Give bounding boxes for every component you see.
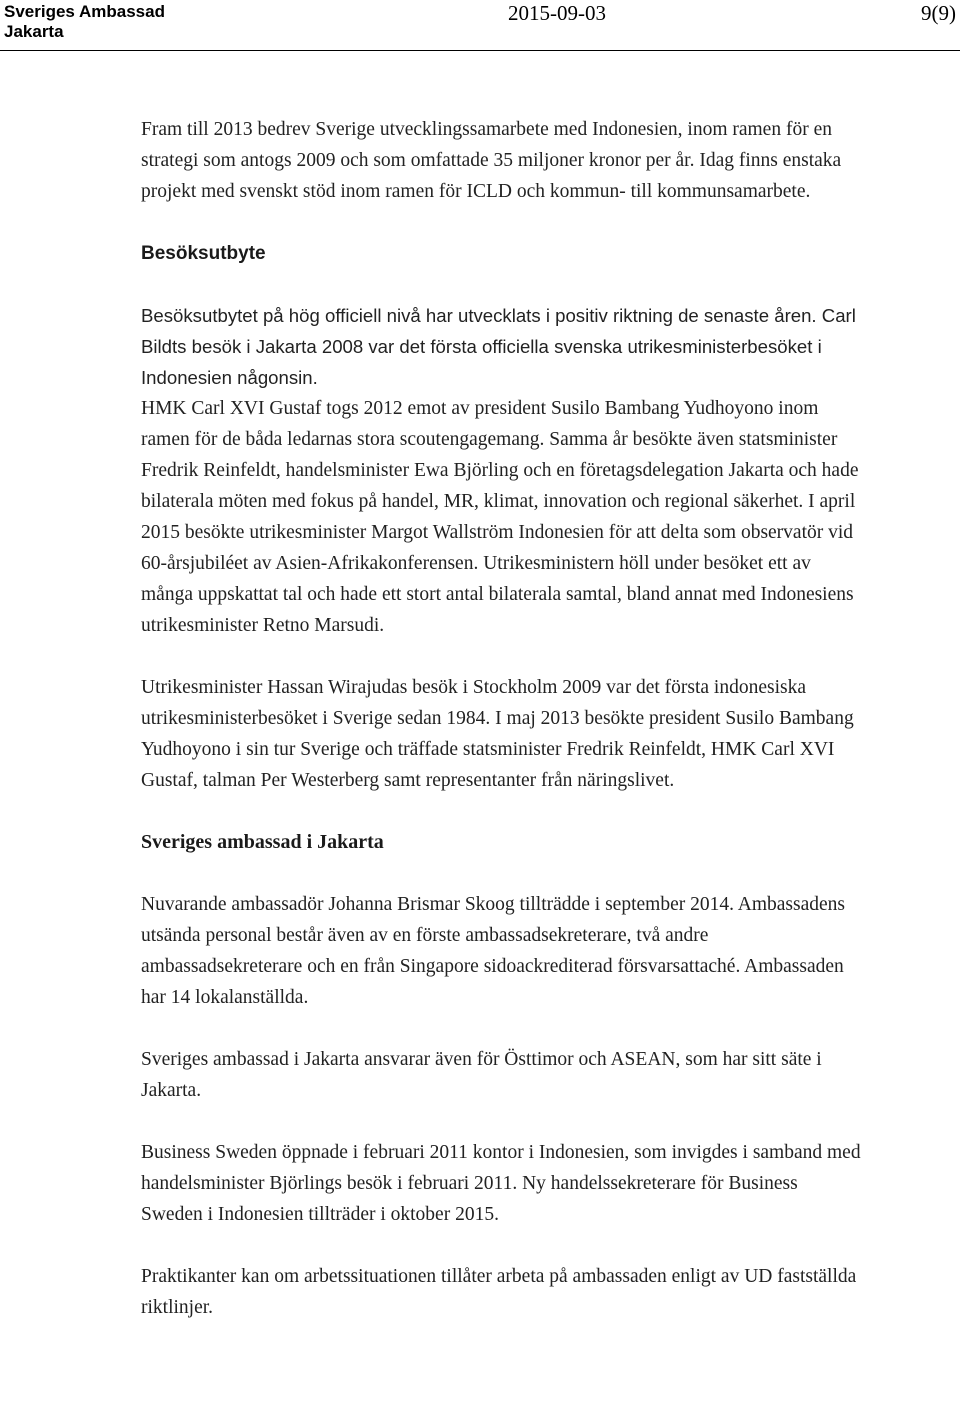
header-divider: [0, 50, 960, 51]
page-header: [0, 0, 960, 70]
paragraph-visit-exchange: HMK Carl XVI Gustaf togs 2012 emot av president Susilo Bambang Yudhoyono inom ramen för de båda ledarnas stora scoutengagemang. Samma år besökte även statsminister Fredrik Reinfeldt, handelsminister Ewa Björling och en företagsdelegation Jakarta och hade bilaterala möten med fokus på handel, MR, klimat, innovation och regional säkerhet. I april 2015 besökte utrikesminister Margot Wallström Indonesien för att delta som observatör vid 60-årsjubiléet av Asien-Afrikakonferensen. Utrikesministern höll under besöket ett av många uppskattat tal och hade ett stort antal bilaterala samtal, bland annat med Indonesiens utrikesminister Retno Marsudi.: [141, 398, 859, 636]
header-city: Jakarta: [4, 22, 64, 41]
paragraph-embassy-staff: Nuvarande ambassadör Johanna Brismar Skoog tillträdde i september 2014. Ambassadens utsända personal består även av en förste ambassadsekreterare, två andre ambassadsekreterare och en från Singapore sidoackrediterad försvarsattaché. Ambassaden har 14 lokalanställda.: [141, 894, 846, 1008]
document-body: [141, 114, 861, 1323]
paragraph-visit-exchange-intro: Besöksutbytet på hög officiell nivå har utvecklats i positiv riktning de senaste åren. Carl Bildts besök i Jakarta 2008 var det första officiella svenska utrikesministerbesöket i Indonesien någonsin.: [141, 305, 856, 388]
paragraph-embassy-responsibility: Sveriges ambassad i Jakarta ansvarar även för Östtimor och ASEAN, som har sitt säte i Jakarta.: [141, 1049, 822, 1101]
header-organization: Sveriges Ambassad: [4, 2, 165, 21]
paragraph-interns: Praktikanter kan om arbetssituationen tillåter arbeta på ambassaden enligt av UD fastställda riktlinjer.: [141, 1266, 857, 1318]
paragraph-business-sweden: Business Sweden öppnade i februari 2011 kontor i Indonesien, som invigdes i samband med handelsminister Björlings besök i februari 2011. Ny handelssekreterare för Business Sweden i Indonesien tillträder i oktober 2015.: [141, 1142, 861, 1225]
paragraph-indonesian-visits: Utrikesminister Hassan Wirajudas besök i Stockholm 2009 var det första indonesiska utrikesministerbesöket i Sverige sedan 1984. I maj 2013 besökte president Susilo Bambang Yudhoyono i sin tur Sverige och träffade statsminister Fredrik Reinfeldt, HMK Carl XVI Gustaf, talman Per Westerberg samt representanter från näringslivet.: [141, 677, 854, 791]
paragraph-development-cooperation: Fram till 2013 bedrev Sverige utvecklingssamarbete med Indonesien, inom ramen för en strategi som antogs 2009 och som omfattade 35 miljoner kronor per år. Idag finns enstaka projekt med svenskt stöd inom ramen för ICLD och kommun- till kommunsamarbete.: [141, 119, 842, 202]
heading-besoksutbyte: Besöksutbyte: [141, 243, 266, 264]
header-date: 2015-09-03: [508, 1, 606, 25]
heading-embassy: Sveriges ambassad i Jakarta: [141, 831, 384, 853]
header-page-number: 9(9): [921, 1, 956, 25]
